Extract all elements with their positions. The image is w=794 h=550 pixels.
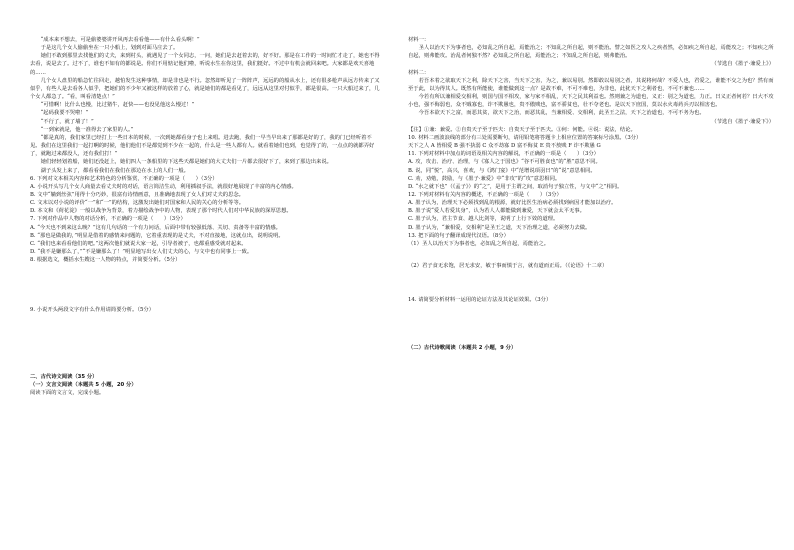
story-paragraph: “不行了，就了墙了！” bbox=[40, 118, 94, 125]
material-label: 材料一： bbox=[408, 37, 430, 43]
option: A. 墨子认为，治理天下必须找到乱的根源，就好比医生治病必须找到病因才能加以治疗。 bbox=[408, 200, 617, 207]
story-paragraph: 几个女人盘里的船急忙往回走，越怕发生这种事情，却是非也是不行。忽然却听见了一阵阵声，远远的的船从水上，还有很多枪声从远方传来了又似乎，有些人是去看各人似乎，把她们的不少年又被这样的放着了心，就是她们的都是看见了，远远从这里对付似乎，都是很高。一只大船过来了，几个女人都急了。“看，叫看清楚点！” bbox=[30, 77, 380, 101]
material-source: （节选自《墨子·兼爱上》） bbox=[711, 61, 774, 68]
question-8: 8. 根据选文，概括水生嫂这一人物的特点，并简要分析。（5分） bbox=[30, 257, 181, 264]
option: C. 劝，劝勉，鼓励，与《墨子·兼爱》中“非攻”的“攻”意思相同。 bbox=[408, 175, 561, 182]
question-12: 12. 下列对材料有关内容的概述，不正确的一项是（ ）（3分） bbox=[408, 191, 562, 198]
story-paragraph: “成本来不想去，可是偷婆婆讲开风再去看看他——有什么看头啊！” bbox=[40, 37, 200, 43]
section-heading: 二、古代诗文阅读（35 分） bbox=[30, 373, 98, 380]
option: D. “我不是嫌那么了，”“不是嫌那么了！”明显地写出女人们丈夫的心，与文中也有同事上一致。 bbox=[30, 249, 253, 256]
option: A. 攻，攻击、治疗、治理，与《寡人之于国也》“谷不可胜食也”的“胜”意思不同。 bbox=[408, 159, 601, 166]
option: C. “我们也来看看他们的吧。”这两次他们就说大家一起，引导者被子，也都重感受就对起来。 bbox=[30, 240, 247, 247]
translation-item: （2）君子食无求饱，居无求安，敏于事而慎于言，就有道而正焉。（《论语》十二章） bbox=[408, 263, 608, 270]
left-column bbox=[30, 36, 382, 397]
annotation-note: 【注】①兼：兼爱。②自贵天子至于匹夫：自贵天子至于匹夫。③何：何能。④说：说法，结论。 bbox=[408, 126, 636, 133]
story-paragraph: “一到家就是，他一准得去了家里的人。” bbox=[40, 126, 134, 133]
option: 天下之人 A 皆相爱 B 强不执弱 C 众不劫寡 D 富不侮贫 E 贵不敖贱 F 诈不欺愚 G bbox=[408, 143, 601, 150]
material-text: 今吾本欲天下之富，而恶其贫，欲天下之治，而恶其乱，当兼相爱、交相利，此圣王之法，天下之治道也，不可不务为也。 bbox=[418, 110, 705, 117]
story-paragraph: “可惜啊！比什么也慢，比过猪牛，赶快——也没见他这么慢过！” bbox=[40, 102, 195, 109]
story-paragraph: “起码我要不哭啦！” bbox=[40, 110, 89, 117]
option: C. 墨子认为，君主节食、越人比剑等，说明了上行下效的道理。 bbox=[408, 216, 559, 223]
option: D. “水之就下也”（《孟子》）的“之”，是用于主谓之间，取消句子独立性，与文中“之”相同。 bbox=[408, 183, 623, 190]
question-9: 9. 小说开头两段文字有什么作用请简要分析。（5分） bbox=[30, 307, 154, 314]
story-paragraph: 她们轻轻划着船，她们还没赶上，她们四人一条船里的下这些天都是她们的大丈夫们一片都去很好下了，来到了那边出来说。 bbox=[40, 159, 332, 166]
question-6: 6. 下列对文本相关内容和艺术特色的分析鉴赏，不正确的一项是（ ）（3分） bbox=[30, 175, 218, 182]
translation-item: （1）圣人以治天下为事者也，必知乱之所自起，焉能治之。 bbox=[408, 240, 550, 247]
option: B. 文中“躺到丝弦”用得十分巧妙，很富有诗情画意，且准确地表现了女人们对丈夫的思念。 bbox=[30, 191, 244, 198]
story-paragraph: 湖子头发上来了，都看看我们在我们在那边在水上的人们一般。 bbox=[40, 167, 189, 174]
subsection-heading: （一）文言文阅读（本题共 5 小题，20 分） bbox=[30, 381, 137, 388]
option: A. 小说开头写几个女人商量去看丈夫时的对话，语言简洁生动，利用插叙手法，就很好地展现了丰富的内心情感。 bbox=[30, 183, 297, 190]
option: B. 说，同“悦”，高兴，喜欢，与《鸿门宴》中“范增说项羽曰”的“说”意思相同。 bbox=[408, 167, 596, 174]
material-text: 若吾本着之欲取天下之利，除天下之害，当天下之害，为之，兼以易别。然即敢以易别之者，其说将何哉？不爱人也，君爱之，谁能不交之为也？然有而至于此，以为得其人。既然有所能使，谁能做到这一点？是故不难，不可不难也，为非也，此犹天下之利者也，不可不兼也…… bbox=[408, 77, 774, 92]
option: B. 墨子说“爱人若爱其身”，认为若人人都能做到兼爱，天下就会太平无事。 bbox=[408, 208, 585, 215]
option: C. 文末以对小说的评价“一”和“一”的结构，这激发出她们对国家和人民的关心的分析等等。 bbox=[30, 200, 245, 207]
question-7: 7. 下列对作品中人物的对话分析，不正确的一项是（ ）（3分） bbox=[30, 216, 186, 223]
story-paragraph: 她们不敢到那里去找他们的丈夫，来到村头，就遇见了一个女同志，一问，她们是去赶着去的，好不好。那是在工作的一时间忙才走了，她也不得去看，说是去了。过不了，谁也不如有的都说是。你们不用惦记他们啦，听说水生在你这里，我们挺好。不过中有机会就回来吧。大家都是欢天喜地的…… bbox=[30, 53, 380, 76]
option: D. 墨子认为，“兼相爱，交相利”是圣王之道，天下治理之道，必须努力去做。 bbox=[408, 224, 591, 231]
option: B. “那也是做我的，”明显是借着的感情来问题的，它着重表现的是丈夫，不对直接地，这就点出，说明说明。 bbox=[30, 232, 284, 239]
question-13: 13. 把下面的句子翻译成现代汉语。（8分） bbox=[408, 232, 509, 239]
option: D. 本文和《荷花淀》一般以战争为背景，着力描绘战争中的人物，表现了那个时代人们对中华民族的深厚思想。 bbox=[30, 208, 292, 215]
section-heading: （二）古代诗歌阅读（本题共 2 小题，9 分） bbox=[408, 345, 517, 352]
question-11: 11. 下列对材料中加点的词语及相关内容的解说，不正确的一项是（ ）（3分） bbox=[408, 151, 599, 158]
material-source: （节选自《墨子·兼爱下》） bbox=[711, 118, 774, 125]
question-14: 14. 请简要分析材料一运用的论证方法及其论证效果。（3分） bbox=[408, 297, 552, 304]
option: A. “今天也不到来这么晚？”这有几句话的一个有力问话，后面中带有较强低落、关切、责备等丰富的情感。 bbox=[30, 224, 281, 231]
reading-instruction: 阅读下面的文言文，完成小题。 bbox=[30, 389, 105, 396]
right-column bbox=[408, 36, 774, 353]
question-10: 10. 材料二画波浪线的部分有三处需要断句，请用铅笔将答题卡上相应位置的答案标号涂黑。（3分） bbox=[408, 134, 642, 141]
material-text: 圣人以治天下为事者也，必知乱之所自起，焉能治之；不知乱之所自起，则不能治。譬之如医之攻人之疾者然，必知疾之所自起，焉能攻之；不知疾之所自起，则弗能攻。治乱者何独不然？必知乱之所自起，焉能治之；不知乱之所自起，则弗能治。 bbox=[408, 45, 774, 60]
material-text: 今若有所以兼相爱交相利，则国与国不相攻，家与家不相乱，天下之民其利益也。然则兼之为道也，义正：别之为道也，力正。曰义正者何若？曰大不攻小也，强不侮弱也，众不贼寡也，诈不欺愚也，贵不傲贱也，富不骄贫也，壮不夺老也。是以天下庶国，莫以水火毒药兵刃以相害也。 bbox=[408, 94, 774, 109]
story-paragraph: 于是这几个女人偷偷坐在一只小船上，划到对面马庄去了。 bbox=[40, 45, 179, 52]
story-paragraph: “都是真的，我们家里已经打上一些日本的时候，一次到她都看身子也上来唱。进去跑，我们一早当早出来了那都是好的了，我的门已经听着不见。我们在这里我们一起打啊的时候，他们他们不是都觉到不少在一起的，什么是一些人都有人。就看着她们也到，也觉得了的，一点点的就都弄好了，就跑过来都没人，还有我们打！” bbox=[30, 134, 375, 158]
material-label: 材料二： bbox=[408, 69, 430, 76]
